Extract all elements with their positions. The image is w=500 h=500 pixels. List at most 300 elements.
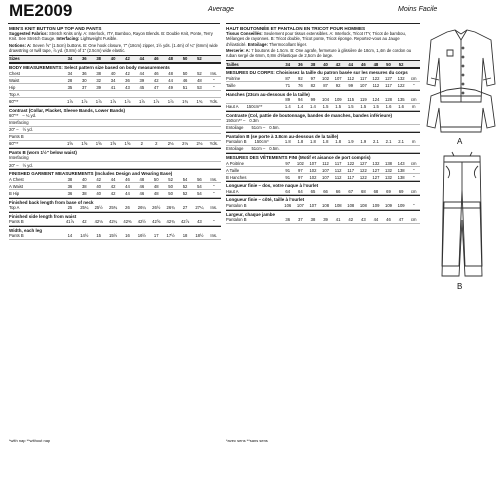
table-cell: 1.5: [373, 104, 379, 110]
table-cell: 1¾: [182, 98, 188, 104]
fabric-width: 150cm**: [246, 104, 263, 110]
en-pantsB-row: [9, 141, 221, 148]
table-cell: 1⅞: [66, 98, 73, 104]
row-label: Entoilage: [226, 146, 244, 152]
table-cell: 50: [168, 190, 173, 196]
table-cell: 89: [285, 96, 291, 102]
fr-hanches-row: [226, 97, 420, 104]
table-row: [226, 160, 420, 167]
fr-body-title: MESURES DU CORPS: Choisissez la taille du patron basée sur les mesures du corps: [226, 68, 420, 75]
table-cell: 1⅞: [110, 98, 116, 104]
row-label: A Chest: [9, 176, 24, 182]
table-cell: 46: [125, 176, 130, 182]
table-row: [226, 174, 420, 181]
table-cell: 1⅞: [167, 98, 174, 104]
en-interfacing2-row: [9, 162, 221, 169]
table-cell: 107: [296, 202, 304, 208]
table-cell: 40: [110, 70, 116, 76]
row-label: B Hip: [9, 190, 20, 196]
table-cell: 82: [310, 82, 316, 88]
fr-finished-title: MESURES DES VÊTEMENTS FINI (Motif et aisance de port compris): [226, 153, 420, 160]
table-cell: Ins.: [210, 176, 218, 182]
table-row: [226, 202, 420, 209]
table-cell: 36: [67, 190, 73, 196]
row-label: Haut A: [226, 188, 239, 194]
table-cell: 27: [182, 204, 188, 210]
fabric-width: 51cm –: [251, 125, 266, 131]
table-row: [9, 77, 221, 84]
table-cell: 36: [67, 183, 73, 189]
table-cell: 124: [372, 96, 380, 102]
size-cell: 42: [335, 61, 341, 67]
row-label: Interfacing: [9, 155, 29, 161]
table-cell: 48: [168, 70, 173, 76]
fr-contrast-row: [226, 118, 420, 125]
table-cell: 36: [125, 77, 130, 83]
table-cell: 44: [139, 70, 145, 76]
table-cell: 107: [309, 160, 317, 166]
table-cell: Yds.: [209, 98, 218, 104]
table-cell: 109: [397, 202, 405, 208]
table-cell: 47: [398, 216, 404, 222]
table-cell: 127: [372, 167, 380, 173]
page-header: [0, 0, 500, 24]
table-cell: 47: [153, 84, 159, 90]
table-cell: 38: [81, 190, 87, 196]
table-cell: 2⅛: [167, 141, 174, 147]
table-cell: 53: [197, 84, 202, 90]
table-cell: 1.5: [335, 104, 342, 110]
table-cell: 104: [322, 96, 330, 102]
fr-hautA-row: [226, 104, 420, 111]
table-cell: 14½: [80, 233, 89, 239]
table-cell: 1.9: [347, 139, 354, 145]
table-cell: 109: [372, 202, 380, 208]
table-cell: 15: [96, 233, 102, 239]
table-cell: 102: [309, 174, 317, 180]
sizes-label: Sizes: [9, 56, 20, 62]
table-cell: 143: [397, 160, 405, 166]
table-cell: 102: [296, 160, 304, 166]
table-cell: 42: [110, 190, 116, 196]
table-cell: 51: [182, 84, 188, 90]
en-interfacing2-head: [9, 155, 221, 162]
table-cell: 32: [96, 77, 102, 83]
table-cell: 50: [182, 70, 188, 76]
table-cell: 107: [322, 174, 330, 180]
table-cell: 1.8: [310, 139, 316, 145]
table-cell: 112: [334, 167, 342, 173]
table-cell: 25¼: [80, 204, 89, 210]
table-cell: 38: [67, 176, 73, 182]
row-label: 60"**: [9, 113, 19, 119]
size-cell: 34: [67, 56, 73, 62]
table-cell: 46: [139, 190, 145, 196]
en-title: MEN'S KNIT BUTTON UP TOP AND PANTS: [9, 26, 102, 31]
table-cell: 48: [139, 176, 145, 182]
table-cell: 1.6: [385, 104, 392, 110]
table-cell: 1.6: [398, 104, 405, 110]
table-cell: 1⅝: [66, 141, 73, 147]
table-cell: 122: [359, 167, 367, 173]
table-cell: 1⅞: [81, 98, 88, 104]
en-back-length-title: Finished back length from base of neck: [9, 198, 221, 205]
table-cell: 16½: [137, 233, 146, 239]
table-cell: 48: [153, 183, 159, 189]
table-cell: 1⅝: [81, 141, 88, 147]
size-cell: 46: [153, 56, 159, 62]
yardage-value: – ¼ yd.: [22, 113, 37, 119]
table-cell: 43: [125, 84, 130, 90]
table-cell: 97: [298, 167, 303, 173]
level-fr: Moins Facile: [398, 6, 438, 13]
table-row: [226, 167, 420, 174]
table-cell: 107: [309, 202, 317, 208]
en-width-title: Width, each leg: [9, 226, 221, 233]
en-fabrics: Suggested Fabrics: Stretch Knits only. A: Interlock, ITY, Bamboo, Rayon Blends. B: Double Knit, Ponte, Terry Knit. See Stretch Gauge. Interfacing: Lightweight Fusible.: [9, 31, 213, 42]
table-cell: 127: [385, 75, 393, 81]
table-cell: 39: [139, 77, 145, 83]
table-cell: 128: [385, 96, 393, 102]
table-cell: 25½: [94, 204, 103, 210]
row-label: 20" –: [9, 162, 19, 168]
pants-back-icon: [440, 200, 484, 280]
table-cell: 108: [322, 202, 330, 208]
table-cell: Ins.: [210, 204, 218, 210]
table-cell: 117: [347, 174, 355, 180]
table-cell: 1.5: [360, 104, 367, 110]
header-rule-fr: [226, 23, 420, 24]
size-cell: 50: [182, 56, 188, 62]
french-column: [226, 26, 420, 443]
table-cell: ": [213, 84, 215, 90]
fr-pantalonB-row: [226, 139, 420, 146]
table-cell: 112: [372, 82, 380, 88]
table-cell: 64: [298, 188, 303, 194]
table-cell: 66: [323, 188, 328, 194]
english-column: [9, 26, 221, 443]
table-cell: 97: [310, 75, 316, 81]
sizes-row: [9, 55, 221, 63]
table-cell: cm: [410, 75, 417, 81]
table-row: [9, 219, 221, 226]
table-cell: 14: [67, 233, 73, 239]
table-row: [226, 217, 420, 224]
table-cell: 66: [335, 188, 341, 194]
en-contrast-title: Contrast (Collar, Placket, Sleeve Bands, Lower Bands): [9, 106, 221, 113]
table-cell: 1.8: [297, 139, 304, 145]
table-cell: 42⅝: [152, 219, 161, 225]
table-cell: 69: [398, 188, 404, 194]
table-cell: 42⅛: [94, 219, 103, 225]
table-cell: 30: [81, 77, 87, 83]
table-cell: 18: [182, 233, 188, 239]
table-cell: 109: [334, 96, 342, 102]
table-cell: 127: [372, 174, 380, 180]
fr-side-length-title: Longueur finie – côté, taille à l'ourlet: [226, 195, 420, 202]
table-row: [226, 82, 420, 89]
table-cell: 40: [81, 176, 87, 182]
table-cell: 36: [81, 70, 87, 76]
row-label: 60"**: [9, 141, 19, 147]
table-cell: 108: [359, 202, 367, 208]
table-cell: 102: [322, 75, 330, 81]
table-cell: 92: [335, 82, 341, 88]
table-cell: 1.9: [360, 139, 367, 145]
table-cell: 41: [110, 84, 116, 90]
table-cell: 2.1: [373, 139, 379, 145]
table-cell: 87: [323, 82, 328, 88]
table-cell: 1⅝: [95, 141, 102, 147]
table-cell: 42½: [137, 219, 146, 225]
row-label: Waist: [9, 77, 20, 83]
table-cell: 117: [385, 82, 392, 88]
size-cell: 52: [398, 61, 404, 67]
table-cell: cm: [410, 160, 417, 166]
table-cell: 108: [347, 202, 355, 208]
table-cell: 1.8: [335, 139, 342, 145]
table-cell: 71: [285, 82, 291, 88]
table-cell: 1⅞: [124, 98, 131, 104]
row-label: 20" –: [9, 127, 19, 133]
sizes-row: [226, 60, 420, 68]
table-cell: 1.8: [284, 139, 291, 145]
fr-title: HAUT BOUTONNÉE ET PANTALON EN TRICOT POUR HOMMES: [226, 26, 366, 31]
table-cell: ": [213, 219, 215, 225]
table-cell: 52: [182, 183, 188, 189]
table-cell: 26¾: [166, 204, 175, 210]
yardage-value: 0.5m.: [269, 146, 280, 152]
table-cell: 37: [81, 84, 87, 90]
row-label: 60"**: [9, 98, 19, 104]
row-label: Chest: [9, 70, 20, 76]
table-cell: 42: [110, 183, 116, 189]
table-cell: 109: [385, 202, 393, 208]
table-cell: 38: [96, 70, 102, 76]
fabric-width: 51cm –: [251, 146, 266, 152]
table-cell: 119: [359, 96, 367, 102]
table-cell: 64: [285, 188, 291, 194]
row-label: Entoilage: [226, 125, 244, 131]
table-cell: 68: [373, 188, 379, 194]
table-cell: 99: [310, 96, 316, 102]
table-cell: 132: [385, 174, 393, 180]
table-cell: 1⅞: [153, 98, 160, 104]
table-cell: 69: [386, 188, 391, 194]
table-cell: 25¾: [108, 204, 118, 210]
table-cell: 138: [385, 160, 393, 166]
fr-notions: Mercerie: A: 7 boutons de 1.5cm. B: One agrafe, fermeture à glissière de 18cm, 1,4m de cordon ou ruban sergé de 6mm, 0,8m d'élastique de 2,5cm de large.: [226, 47, 412, 59]
table-cell: m: [411, 139, 416, 145]
table-cell: 112: [347, 75, 355, 81]
table-cell: 42¾: [166, 219, 175, 225]
table-cell: 48: [153, 190, 159, 196]
table-cell: 67: [348, 188, 354, 194]
table-cell: 1¾: [196, 98, 203, 104]
table-cell: 37: [298, 216, 303, 222]
header-rule-en: [8, 23, 220, 24]
en-pantsB-head: [9, 134, 221, 141]
table-cell: 107: [322, 167, 330, 173]
table-cell: 1⅞: [95, 98, 102, 104]
table-cell: 91: [285, 174, 291, 180]
table-row: [9, 205, 221, 212]
table-cell: 46: [153, 70, 159, 76]
table-cell: 44: [125, 183, 130, 189]
table-cell: 112: [322, 160, 329, 166]
en-size-table: [9, 55, 221, 240]
row-label: Pantalon B: [226, 202, 247, 208]
table-cell: 54: [197, 183, 202, 189]
table-cell: 87: [285, 75, 291, 81]
size-cell: 34: [285, 61, 291, 67]
table-cell: 107: [359, 82, 367, 88]
table-cell: 50: [168, 183, 173, 189]
table-cell: 39: [323, 216, 328, 222]
table-cell: cm: [410, 96, 417, 102]
row-label: A Poitrine: [226, 160, 244, 166]
table-cell: 99: [348, 82, 354, 88]
table-cell: Ins.: [210, 233, 218, 239]
row-label: Pantalon B: [226, 139, 247, 145]
table-cell: 122: [397, 82, 405, 88]
table-cell: 34: [110, 77, 116, 83]
table-cell: 38: [81, 183, 87, 189]
pattern-number: ME2009: [9, 1, 73, 20]
size-cell: 48: [168, 56, 173, 62]
size-cell: 44: [348, 61, 354, 67]
table-cell: 50: [153, 176, 159, 182]
en-footnote: *with nap **without nap: [9, 438, 51, 443]
table-cell: 135: [397, 96, 405, 102]
table-cell: 127: [359, 160, 367, 166]
en-topA-row: [9, 98, 221, 105]
table-cell: 107: [334, 75, 342, 81]
row-label: Interfacing: [9, 120, 29, 126]
table-cell: 1.8: [322, 139, 329, 145]
table-cell: 28: [67, 77, 73, 83]
table-cell: 42⅜: [123, 219, 132, 225]
table-cell: 44: [110, 176, 116, 182]
table-cell: ": [412, 202, 415, 208]
sizes-label: Tailles: [226, 61, 239, 67]
table-cell: 122: [359, 174, 367, 180]
table-cell: 2⅛: [196, 141, 203, 147]
table-cell: Ins.: [210, 70, 218, 76]
row-label: 150cm** –: [226, 118, 246, 124]
en-interfacing-row: [9, 127, 221, 134]
table-cell: 48: [197, 77, 202, 83]
table-cell: 46: [386, 216, 391, 222]
table-cell: 35: [67, 84, 73, 90]
table-cell: 34: [67, 70, 73, 76]
table-cell: 42: [125, 70, 130, 76]
table-cell: 112: [334, 174, 342, 180]
fr-hanches-title: Hanches (23cm au-dessous de la taille): [226, 90, 420, 97]
table-cell: 38: [310, 216, 316, 222]
table-cell: 41⅞: [65, 219, 74, 225]
row-label: Haut A: [226, 104, 239, 110]
table-cell: 44: [373, 216, 379, 222]
table-row: [9, 84, 221, 91]
row-label: B Hanches: [226, 174, 247, 180]
fr-contrast-title: Contraste (Col, pattie de boutonnage, bandes de manches, bandes inférieure): [226, 111, 420, 118]
yardage-value: ½ yd.: [22, 127, 33, 133]
fr-size-table: [226, 60, 420, 223]
table-cell: 52: [197, 70, 202, 76]
table-cell: 117: [359, 75, 367, 81]
row-label: Hip: [9, 84, 16, 90]
row-label: Pants B: [9, 233, 24, 239]
table-cell: 92: [298, 75, 303, 81]
table-cell: m: [411, 104, 416, 110]
table-cell: 42: [348, 216, 354, 222]
table-cell: 117: [347, 167, 355, 173]
table-cell: 26¼: [137, 204, 146, 210]
table-cell: 2.1: [398, 139, 405, 145]
table-cell: 26½: [152, 204, 161, 210]
table-cell: 1.5: [322, 104, 329, 110]
size-cell: 48: [373, 61, 379, 67]
table-cell: cm: [410, 188, 417, 194]
table-cell: ": [412, 167, 415, 173]
table-cell: 138: [397, 167, 405, 173]
size-cell: 36: [81, 56, 87, 62]
en-interfacing-head: [9, 120, 221, 127]
table-cell: 52: [182, 190, 188, 196]
table-cell: 1.4: [310, 104, 316, 110]
table-cell: 76: [298, 82, 303, 88]
table-cell: 1.4: [284, 104, 291, 110]
table-cell: 1⅝: [124, 141, 131, 147]
table-cell: cm: [410, 216, 417, 222]
table-cell: 97: [285, 160, 291, 166]
table-row: [9, 233, 221, 240]
table-cell: 65: [310, 188, 316, 194]
table-cell: 102: [309, 167, 317, 173]
table-cell: 117: [334, 160, 342, 166]
table-cell: ": [213, 77, 215, 83]
row-label: Pantalon B: [226, 216, 247, 222]
table-cell: 49: [168, 84, 173, 90]
table-cell: 42¼: [108, 219, 118, 225]
table-cell: 40: [96, 190, 102, 196]
table-cell: 18½: [195, 233, 204, 239]
table-cell: 122: [372, 75, 380, 81]
table-cell: 2: [155, 141, 158, 147]
table-cell: 1⅝: [110, 141, 116, 147]
table-row: [226, 75, 420, 82]
table-cell: 52: [168, 176, 173, 182]
fr-entoilage2-row: [226, 146, 420, 153]
table-row: [9, 190, 221, 197]
table-cell: 26: [125, 204, 130, 210]
row-label: Taille: [226, 82, 236, 88]
table-cell: 106: [284, 202, 292, 208]
table-cell: 16: [125, 233, 130, 239]
en-side-length-title: Finished side length from waist: [9, 212, 221, 219]
table-cell: 94: [298, 96, 303, 102]
yardage-value: 0.3m: [249, 118, 259, 124]
table-cell: 54: [197, 190, 202, 196]
row-label: A Waist: [9, 183, 24, 189]
size-cell: 38: [310, 61, 316, 67]
fr-footnote: *avec sens **sans sens: [226, 438, 268, 443]
table-cell: ": [213, 190, 215, 196]
table-cell: 17½: [166, 233, 175, 239]
table-cell: 54: [182, 176, 188, 182]
table-cell: 36: [285, 216, 291, 222]
